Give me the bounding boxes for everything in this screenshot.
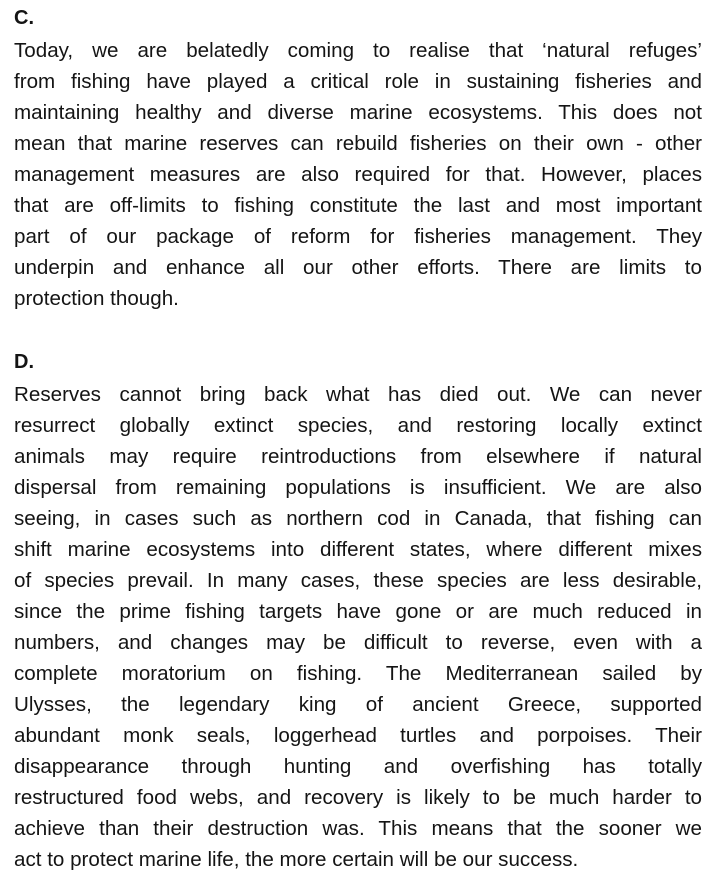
- paragraph-line: of species prevail. In many cases, these species are less desirable,: [14, 569, 702, 592]
- paragraph-line: that are off-limits to fishing constitute the last and most important: [14, 194, 702, 217]
- paragraph-line: seeing, in cases such as northern cod in Canada, that fishing can: [14, 507, 702, 530]
- paragraph-line: Ulysses, the legendary king of ancient Greece, supported: [14, 693, 702, 716]
- paragraph-line: resurrect globally extinct species, and restoring locally extinct: [14, 414, 702, 437]
- paragraph-line: management measures are also required for that. However, places: [14, 163, 702, 186]
- paragraph-line: from fishing have played a critical role in sustaining fisheries and: [14, 70, 702, 93]
- paragraph-line: Today, we are belatedly coming to realise that ‘natural refuges’: [14, 39, 702, 62]
- paragraph-line: act to protect marine life, the more certain will be our success.: [14, 848, 579, 871]
- paragraph-line: achieve than their destruction was. This means that the sooner we: [14, 817, 702, 840]
- paragraph-line: since the prime fishing targets have gone or are much reduced in: [14, 600, 702, 623]
- paragraph-c: [14, 35, 702, 314]
- paragraph-line: shift marine ecosystems into different states, where different mixes: [14, 538, 702, 561]
- paragraph-line: underpin and enhance all our other efforts. There are limits to: [14, 256, 702, 279]
- paragraph-line: Reserves cannot bring back what has died out. We can never: [14, 383, 702, 406]
- paragraph-line: disappearance through hunting and overfishing has totally: [14, 755, 702, 778]
- paragraph-line: complete moratorium on fishing. The Mediterranean sailed by: [14, 662, 702, 685]
- paragraph-line: restructured food webs, and recovery is likely to be much harder to: [14, 786, 702, 809]
- paragraph-line: abundant monk seals, loggerhead turtles and porpoises. Their: [14, 724, 702, 747]
- paragraph-line: mean that marine reserves can rebuild fisheries on their own - other: [14, 132, 702, 155]
- paragraph-line: maintaining healthy and diverse marine ecosystems. This does not: [14, 101, 702, 124]
- paragraph-line: animals may require reintroductions from elsewhere if natural: [14, 445, 702, 468]
- section-heading-d: D.: [14, 351, 34, 373]
- paragraph-line: numbers, and changes may be difficult to reverse, even with a: [14, 631, 702, 654]
- paragraph-line: dispersal from remaining populations is insufficient. We are also: [14, 476, 702, 499]
- paragraph-d: [14, 379, 702, 875]
- section-heading-c: C.: [14, 7, 34, 29]
- paragraph-line: part of our package of reform for fisheries management. They: [14, 225, 702, 248]
- paragraph-line: protection though.: [14, 287, 179, 310]
